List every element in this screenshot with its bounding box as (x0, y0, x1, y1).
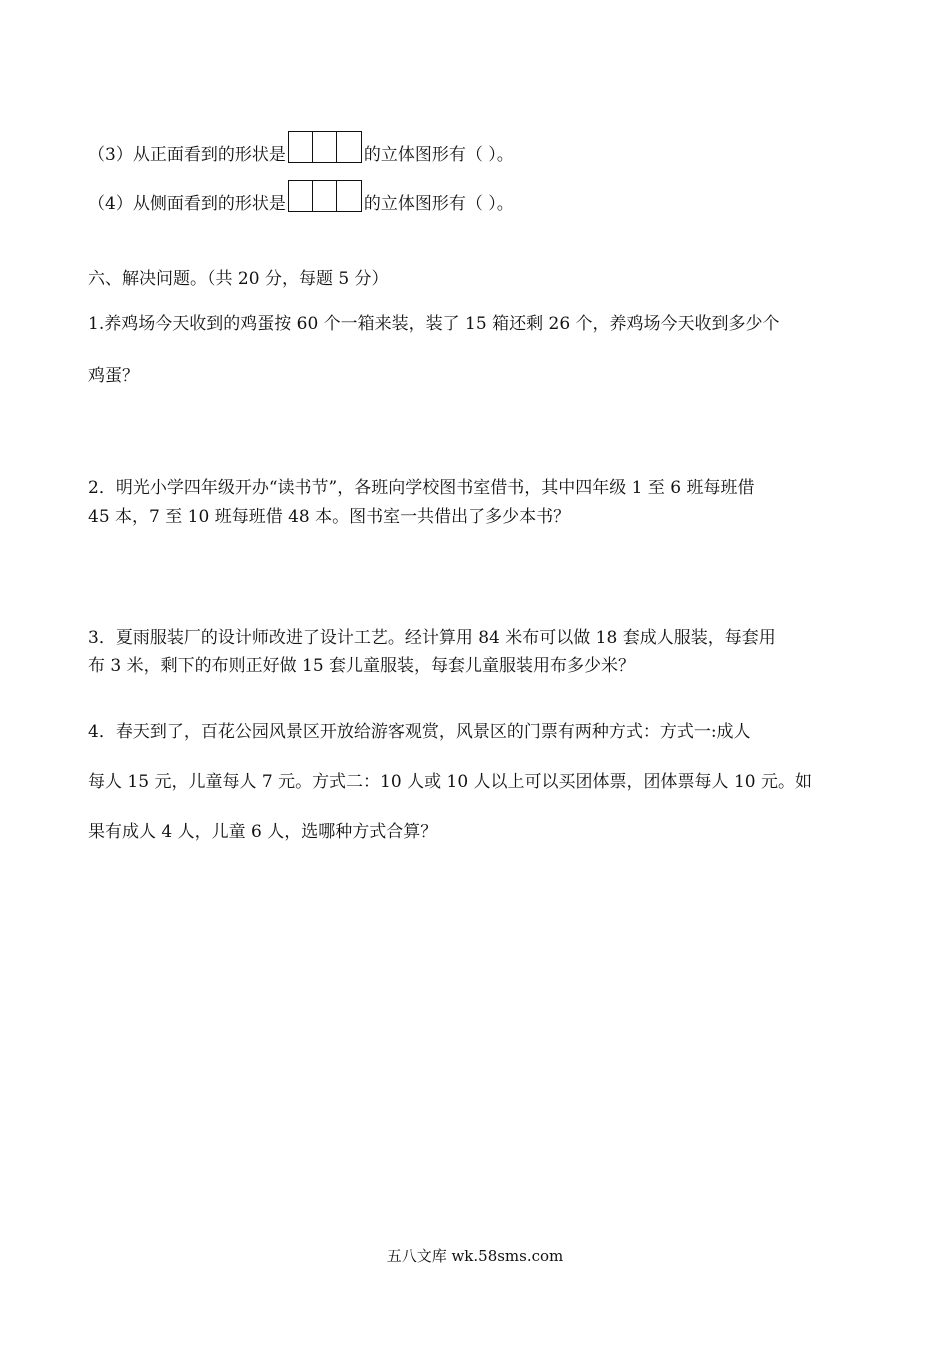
three-squares-row-icon (288, 180, 362, 212)
three-squares-row-icon (288, 131, 362, 163)
problem-1-line-1: 1.养鸡场今天收到的鸡蛋按 60 个一箱来装，装了 15 箱还剩 26 个，养鸡场今天收到多少个 (88, 314, 780, 334)
problem-3-line-2: 布 3 米，剩下的布则正好做 15 套儿童服装，每套儿童服装用布多少米？ (88, 656, 636, 676)
shape-question-3-suffix: 的立体图形有（ ）。 (363, 145, 514, 165)
problem-4-line-1: 4．春天到了，百花公园风景区开放给游客观赏，风景区的门票有两种方式：方式一:成人 (88, 722, 751, 742)
problem-4-line-2: 每人 15 元，儿童每人 7 元。方式二：10 人或 10 人以上可以买团体票，团体票每人 10 元。如 (88, 772, 812, 792)
shape-question-4 (88, 188, 514, 220)
problem-2-line-1: 2．明光小学四年级开办“读书节”，各班向学校图书室借书，其中四年级 1 至 6 班每班借 (88, 478, 755, 498)
page-footer: 五八文库 wk.58sms.com (386, 1247, 564, 1265)
shape-question-3-prefix: （3）从正面看到的形状是 (88, 145, 286, 165)
problem-1-line-2: 鸡蛋？ (88, 366, 139, 386)
shape-question-3 (88, 139, 514, 171)
section-title: 六、解决问题。（共 20 分，每题 5 分） (88, 269, 389, 289)
problem-4-line-3: 果有成人 4 人，儿童 6 人，选哪种方式合算？ (88, 822, 438, 842)
problem-3-line-1: 3．夏雨服装厂的设计师改进了设计工艺。经计算用 84 米布可以做 18 套成人服装，每套用 (88, 628, 776, 648)
shape-question-4-prefix: （4）从侧面看到的形状是 (88, 194, 286, 214)
shape-question-4-suffix: 的立体图形有（ ）。 (363, 194, 514, 214)
problem-2-line-2: 45 本，7 至 10 班每班借 48 本。图书室一共借出了多少本书？ (88, 507, 571, 527)
